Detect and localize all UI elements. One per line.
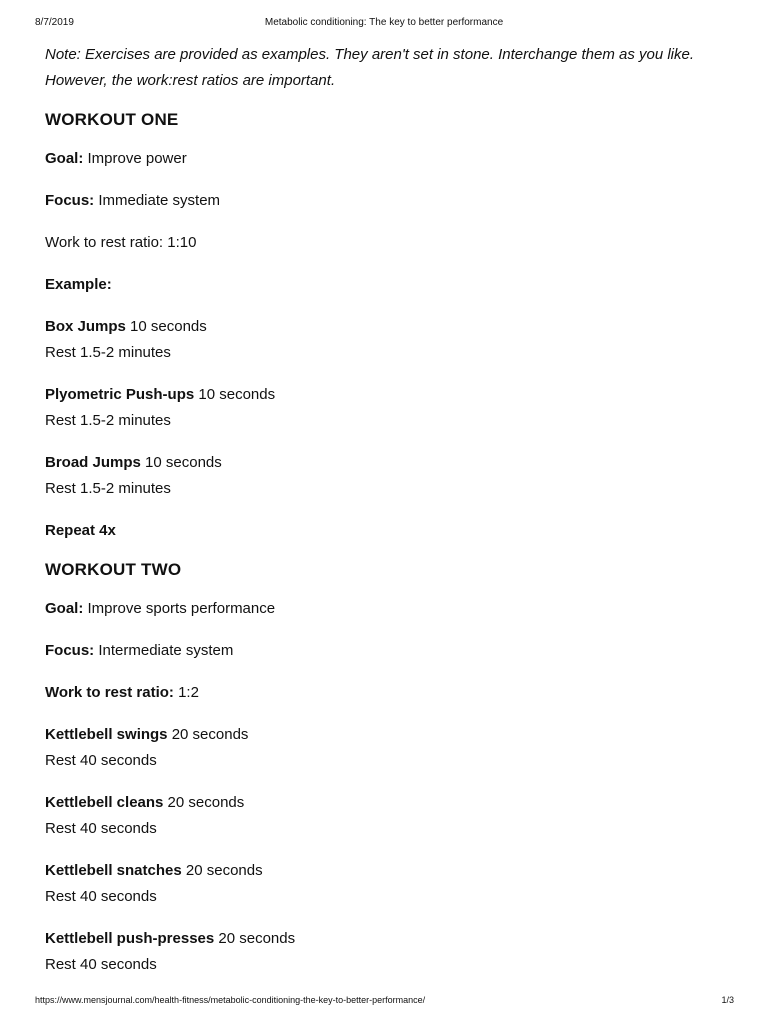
exercise-duration: 20 seconds: [214, 930, 296, 947]
exercise-line: [45, 314, 735, 340]
exercise-block: [45, 450, 735, 502]
exercise-block: [45, 790, 735, 842]
exercise-duration: 10 seconds: [194, 386, 276, 403]
exercise-duration: 10 seconds: [125, 318, 207, 335]
ratio-value: 1:2: [173, 684, 199, 701]
rest-line: Rest 1.5-2 minutes: [45, 480, 171, 497]
exercise-name: Plyometric Push-ups: [45, 386, 195, 403]
source-url: https://www.mensjournal.com/health-fitness/metabolic-conditioning-the-key-to-better-performance/: [35, 995, 426, 1005]
workout-two-goal: [45, 596, 735, 622]
exercise-duration: 10 seconds: [140, 454, 222, 471]
exercise-name: Kettlebell swings: [45, 726, 168, 743]
workout-one-ratio: Work to rest ratio: 1:10: [45, 234, 197, 251]
goal-label: Goal:: [45, 150, 84, 167]
workout-one-title: WORKOUT ONE: [45, 110, 179, 129]
print-date: 8/7/2019: [35, 17, 74, 28]
exercise-name: Kettlebell cleans: [45, 794, 164, 811]
workout-two-ratio: [45, 680, 735, 706]
rest-line: Rest 40 seconds: [45, 956, 157, 973]
note-line-1: Note: Exercises are provided as examples. They aren't set in stone. Interchange them as you like.: [45, 46, 695, 63]
exercise-line: [45, 926, 735, 952]
exercise-block: [45, 314, 735, 366]
exercise-line: [45, 382, 735, 408]
exercise-line: [45, 450, 735, 476]
repeat-line: [45, 518, 735, 544]
exercise-block: [45, 722, 735, 774]
focus-label: Focus:: [45, 192, 95, 209]
page-number: 1/3: [721, 995, 734, 1005]
exercise-name: Box Jumps: [45, 318, 126, 335]
rest-line: Rest 40 seconds: [45, 752, 157, 769]
workout-one-example: [45, 272, 735, 298]
rest-line: Rest 1.5-2 minutes: [45, 412, 171, 429]
exercise-duration: 20 seconds: [163, 794, 245, 811]
exercise-line: [45, 858, 735, 884]
exercise-name: Broad Jumps: [45, 454, 141, 471]
rest-line: Rest 40 seconds: [45, 888, 157, 905]
goal-value: Improve power: [83, 150, 187, 167]
print-footer: [0, 994, 768, 1006]
exercise-duration: 20 seconds: [167, 726, 249, 743]
goal-value: Improve sports performance: [83, 600, 276, 617]
rest-line: Rest 40 seconds: [45, 820, 157, 837]
exercise-block: [45, 382, 735, 434]
workout-two-title: WORKOUT TWO: [45, 560, 182, 579]
workout-one-goal: [45, 146, 735, 172]
exercise-duration: 20 seconds: [181, 862, 263, 879]
exercise-block: [45, 858, 735, 910]
repeat-label: Repeat 4x: [45, 522, 116, 539]
note-line-2: However, the work:rest ratios are important.: [45, 72, 336, 89]
print-header: [0, 16, 768, 30]
article-body: [45, 42, 735, 978]
exercise-name: Kettlebell snatches: [45, 862, 182, 879]
workout-one-focus: [45, 188, 735, 214]
example-label: Example:: [45, 276, 112, 293]
goal-label: Goal:: [45, 600, 84, 617]
exercise-block: [45, 926, 735, 978]
rest-line: Rest 1.5-2 minutes: [45, 344, 171, 361]
exercise-line: [45, 722, 735, 748]
ratio-label: Work to rest ratio:: [45, 684, 174, 701]
workout-two-focus: [45, 638, 735, 664]
exercise-name: Kettlebell push-presses: [45, 930, 215, 947]
focus-label: Focus:: [45, 642, 95, 659]
focus-value: Immediate system: [94, 192, 221, 209]
exercise-line: [45, 790, 735, 816]
print-title: Metabolic conditioning: The key to better performance: [264, 17, 504, 28]
focus-value: Intermediate system: [94, 642, 234, 659]
